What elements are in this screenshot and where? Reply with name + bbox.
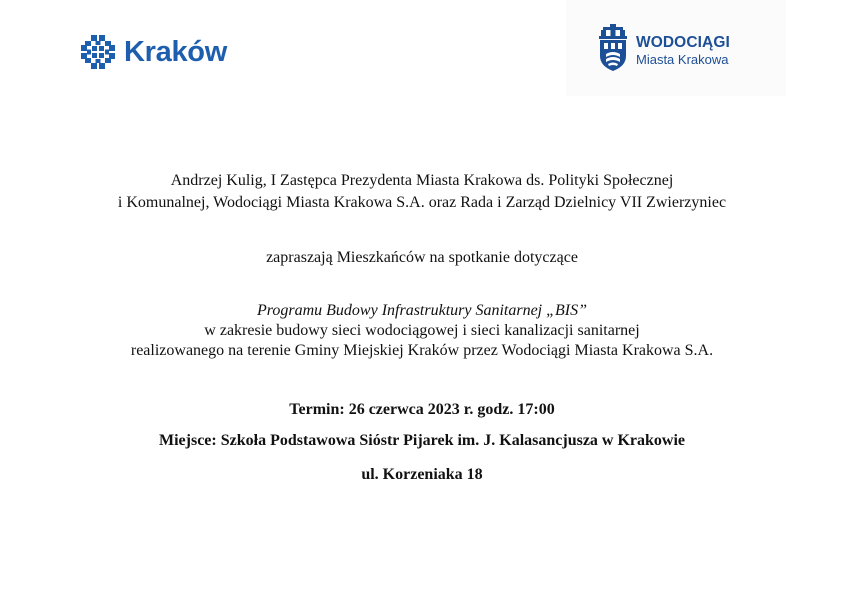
wodociagi-logo: [566, 0, 786, 96]
meeting-address: ul. Korzeniaka 18: [361, 466, 483, 483]
wodociagi-logo-title: WODOCIĄGI: [636, 34, 730, 51]
meeting-place: Miejsce: Szkoła Podstawowa Sióstr Pijarek im. J. Kalasancjusza w Krakowie: [158, 432, 686, 449]
wodociagi-logo-subtitle: Miasta Krakowa: [636, 52, 729, 67]
invitation-text: zapraszają Mieszkańców na spotkanie dotyczące: [266, 249, 578, 266]
meeting-term: Termin: 26 czerwca 2023 r. godz. 17:00: [289, 401, 555, 418]
krakow-logo-text: Kraków: [124, 35, 227, 68]
program-scope-line: w zakresie budowy sieci wodociągowej i sieci kanalizacji sanitarnej: [204, 322, 640, 339]
krakow-pixel-cross-icon: [81, 35, 115, 69]
crest-icon: [597, 24, 629, 72]
intro-line-2: i Komunalnej, Wodociągi Miasta Krakowa S.A. oraz Rada i Zarząd Dzielnicy VII Zwierzyniec: [117, 194, 727, 211]
program-title: Programu Budowy Infrastruktury Sanitarnej „BIS”: [256, 302, 588, 319]
intro-line-1: Andrzej Kulig, I Zastępca Prezydenta Miasta Krakowa ds. Polityki Społecznej: [170, 172, 674, 189]
program-realization-line: realizowanego na terenie Gminy Miejskiej Kraków przez Wodociągi Miasta Krakowa S.A.: [130, 342, 714, 359]
krakow-logo: [81, 35, 227, 69]
